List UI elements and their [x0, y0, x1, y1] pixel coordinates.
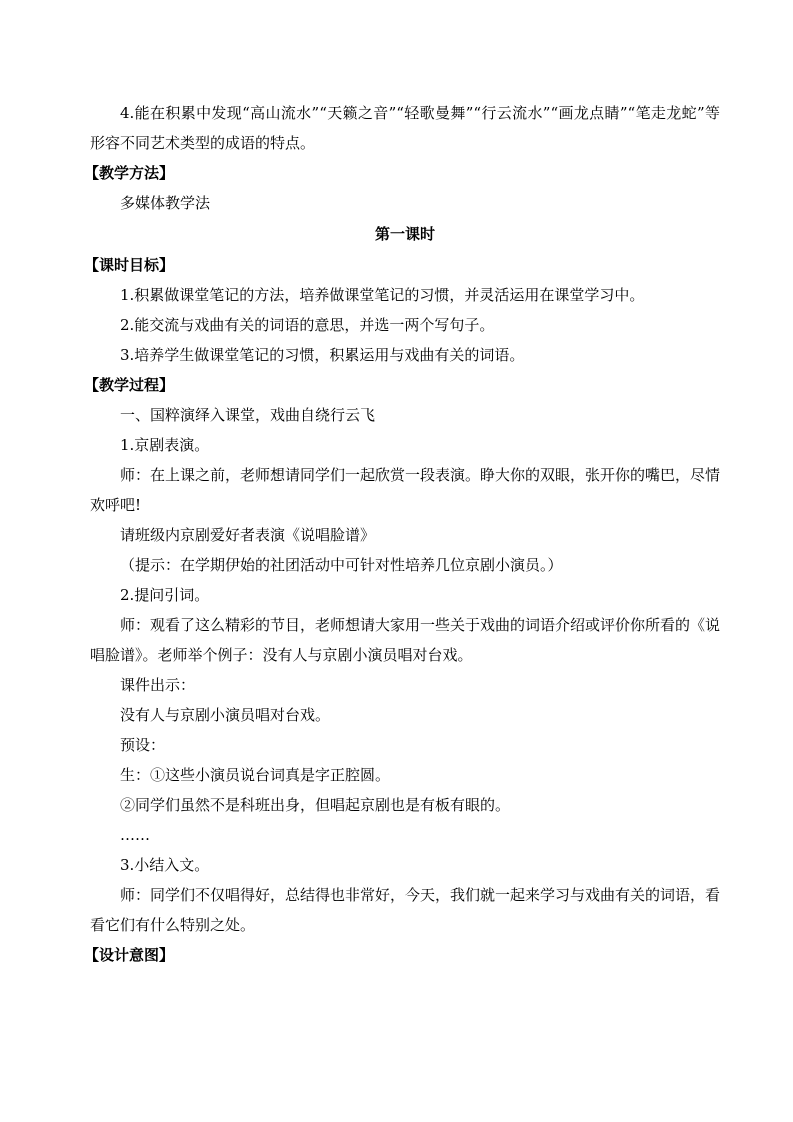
student-answer-1: 生：①这些小演员说台词真是字正腔圆。 [120, 766, 391, 784]
ellipsis: …… [120, 826, 150, 844]
teacher-line-2: 师：观看了这么精彩的节目，老师想请大家用一些关于戏曲的词语介绍或评价你所看的《说唱脸谱》。老师举个例子：没有人与京剧小演员唱对台戏。 [90, 616, 721, 664]
lesson-title: 第一课时 [374, 225, 435, 243]
lesson-objective-heading: 【课时目标】 [84, 256, 175, 274]
teaching-method-heading: 【教学方法】 [84, 164, 175, 182]
goal-4-paragraph: 4.能在积累中发现“高山流水”“天籁之音”“轻歌曼舞”“行云流水”“画龙点睛”“笔走龙蛇”等形容不同艺术类型的成语的特点。 [90, 104, 720, 152]
design-intent-heading: 【设计意图】 [84, 946, 175, 964]
teacher-line-1: 师：在上课之前，老师想请同学们一起欣赏一段表演。睁大你的双眼，张开你的嘴巴，尽情欢呼吧! [90, 466, 721, 514]
document-body [84, 98, 721, 970]
step-3-title: 3.小结入文。 [120, 856, 210, 874]
tip-note: （提示：在学期伊始的社团活动中可针对性培养几位京剧小演员。） [120, 556, 563, 574]
courseware-example: 没有人与京剧小演员唱对台戏。 [120, 706, 331, 724]
objective-3: 3.培养学生做课堂笔记的习惯，积累运用与戏曲有关的词语。 [120, 346, 525, 364]
step-2-title: 2.提问引词。 [120, 586, 210, 604]
step-1-title: 1.京剧表演。 [120, 436, 210, 454]
teacher-line-3: 师：同学们不仅唱得好，总结得也非常好，今天，我们就一起来学习与戏曲有关的词语，看看它们有什么特别之处。 [90, 886, 721, 934]
performance-instruction: 请班级内京剧爱好者表演《说唱脸谱》 [120, 526, 376, 544]
courseware-label: 课件出示： [120, 676, 196, 694]
section-1-title: 一、国粹演绎入课堂，戏曲自绕行云飞 [120, 406, 376, 424]
preset-label: 预设： [120, 736, 166, 754]
objective-1: 1.积累做课堂笔记的方法，培养做课堂笔记的习惯，并灵活运用在课堂学习中。 [120, 286, 645, 304]
teaching-method-text: 多媒体教学法 [120, 194, 211, 212]
teaching-process-heading: 【教学过程】 [84, 376, 175, 394]
student-answer-2: ②同学们虽然不是科班出身，但唱起京剧也是有板有眼的。 [120, 796, 511, 814]
objective-2: 2.能交流与戏曲有关的词语的意思，并选一两个写句子。 [120, 316, 495, 334]
